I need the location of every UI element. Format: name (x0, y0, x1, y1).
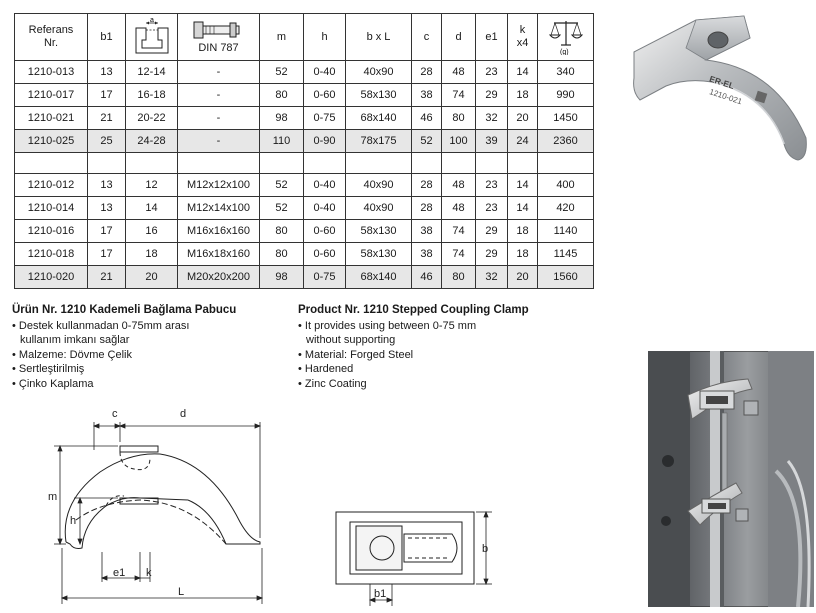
table-cell: 14 (508, 174, 538, 197)
table-cell: 1210-025 (15, 130, 88, 153)
table-cell: 52 (260, 174, 304, 197)
application-photo (648, 351, 814, 607)
table-cell: M16x16x160 (178, 220, 260, 243)
table-cell: 48 (442, 174, 476, 197)
table-cell (304, 153, 346, 174)
table-cell: 24-28 (126, 130, 178, 153)
table-group-1 (15, 61, 594, 153)
table-cell: 400 (538, 174, 594, 197)
table-cell: 13 (88, 61, 126, 84)
table-cell: 110 (260, 130, 304, 153)
header-din: DIN 787 (178, 14, 260, 61)
header-a (126, 14, 178, 61)
dim-b1: b1 (374, 588, 387, 600)
table-cell: 1210-014 (15, 197, 88, 220)
list-item: • Zinc Coating (298, 377, 367, 390)
list-item: • Material: Forged Steel (298, 348, 414, 361)
table-cell: 80 (260, 243, 304, 266)
svg-text:(g): (g) (559, 49, 569, 55)
table-cell: 1450 (538, 107, 594, 130)
table-cell (178, 153, 260, 174)
table-cell: 98 (260, 266, 304, 289)
table-cell: 1210-013 (15, 61, 88, 84)
table-row (15, 84, 594, 107)
header-e1: e1 (476, 14, 508, 61)
dim-l: L (178, 586, 185, 598)
table-cell: - (178, 107, 260, 130)
header-weight (538, 14, 594, 61)
list-item: kullanım imkanı sağlar (20, 334, 130, 347)
table-cell: 12-14 (126, 61, 178, 84)
table-cell: 80 (442, 107, 476, 130)
table-cell: 0-40 (304, 61, 346, 84)
table-cell: 80 (260, 220, 304, 243)
table-cell: 52 (412, 130, 442, 153)
table-cell: 2360 (538, 130, 594, 153)
table-cell: 48 (442, 197, 476, 220)
table-cell: 21 (88, 266, 126, 289)
dim-c: c (112, 408, 118, 420)
dim-e1: e1 (113, 567, 126, 579)
spec-table (14, 13, 594, 289)
table-cell: 46 (412, 266, 442, 289)
table-cell: 20 (126, 266, 178, 289)
table-cell: 52 (260, 197, 304, 220)
table-cell: 74 (442, 220, 476, 243)
table-cell (476, 153, 508, 174)
table-cell: 1210-017 (15, 84, 88, 107)
dim-d: d (180, 408, 187, 420)
header-h: h (304, 14, 346, 61)
table-cell: 39 (476, 130, 508, 153)
table-cell: 0-40 (304, 174, 346, 197)
table-cell: 16 (126, 220, 178, 243)
table-cell: 17 (88, 220, 126, 243)
list-item: • It provides using between 0-75 mm (298, 319, 477, 332)
svg-text:1210-021: 1210-021 (708, 87, 744, 107)
header-d: d (442, 14, 476, 61)
list-item: • Sertleştirilmiş (12, 363, 85, 376)
table-cell: 58x130 (346, 220, 412, 243)
table-cell: 420 (538, 197, 594, 220)
t-bolt-icon (186, 19, 252, 41)
table-cell: 52 (260, 61, 304, 84)
table-row (15, 61, 594, 84)
table-spacer-row (15, 153, 594, 174)
description-en (298, 303, 529, 392)
table-cell: - (178, 61, 260, 84)
header-m: m (260, 14, 304, 61)
table-cell: 20 (508, 266, 538, 289)
table-cell: M20x20x200 (178, 266, 260, 289)
table-cell: 1145 (538, 243, 594, 266)
header-ref: Referans Nr. (15, 14, 88, 61)
table-cell: 28 (412, 61, 442, 84)
table-cell: 17 (88, 243, 126, 266)
table-cell: 1210-021 (15, 107, 88, 130)
table-cell: 68x140 (346, 107, 412, 130)
table-cell: 13 (88, 197, 126, 220)
table-cell: 0-75 (304, 266, 346, 289)
slot-profile-icon (132, 18, 172, 56)
table-cell: 0-40 (304, 197, 346, 220)
table-cell: 28 (412, 197, 442, 220)
table-cell (346, 153, 412, 174)
table-cell: 38 (412, 220, 442, 243)
table-cell: 28 (412, 174, 442, 197)
table-cell: 0-60 (304, 220, 346, 243)
table-cell: 40x90 (346, 61, 412, 84)
table-cell: 80 (260, 84, 304, 107)
table-cell: 1140 (538, 220, 594, 243)
table-cell: 29 (476, 243, 508, 266)
product-photo (626, 8, 816, 168)
table-cell (260, 153, 304, 174)
top-view-drawing (326, 506, 502, 608)
side-view-drawing (40, 402, 280, 608)
dim-b: b (482, 543, 489, 555)
description-en-title: Product Nr. 1210 Stepped Coupling Clamp (298, 304, 529, 316)
table-group-2 (15, 174, 594, 289)
table-cell: 23 (476, 197, 508, 220)
table-cell: 74 (442, 243, 476, 266)
table-cell (88, 153, 126, 174)
table-cell: 18 (126, 243, 178, 266)
list-item: • Malzeme: Dövme Çelik (12, 348, 132, 361)
table-cell: 1210-018 (15, 243, 88, 266)
table-cell: 29 (476, 84, 508, 107)
table-cell: 1210-012 (15, 174, 88, 197)
table-cell: 48 (442, 61, 476, 84)
header-b1: b1 (88, 14, 126, 61)
table-cell (15, 153, 88, 174)
table-cell: 14 (126, 197, 178, 220)
table-cell: 74 (442, 84, 476, 107)
table-cell: 18 (508, 220, 538, 243)
table-cell: 17 (88, 84, 126, 107)
table-cell: 25 (88, 130, 126, 153)
table-cell: 23 (476, 61, 508, 84)
header-k: k x4 (508, 14, 538, 61)
table-cell: 1560 (538, 266, 594, 289)
table-cell: 1210-020 (15, 266, 88, 289)
list-item: • Destek kullanmadan 0-75mm arası (12, 319, 190, 332)
table-cell: - (178, 130, 260, 153)
table-cell: 100 (442, 130, 476, 153)
table-row (15, 197, 594, 220)
table-cell: 13 (88, 174, 126, 197)
header-bxl: b x L (346, 14, 412, 61)
table-header-row (15, 14, 594, 61)
table-cell: 58x130 (346, 84, 412, 107)
table-cell: 24 (508, 130, 538, 153)
table-cell (412, 153, 442, 174)
table-cell: 0-75 (304, 107, 346, 130)
table-cell: 29 (476, 220, 508, 243)
table-cell: M16x18x160 (178, 243, 260, 266)
dim-k: k (146, 567, 152, 579)
table-cell: 990 (538, 84, 594, 107)
table-cell: 20 (508, 107, 538, 130)
table-cell: 0-90 (304, 130, 346, 153)
table-cell: 18 (508, 243, 538, 266)
description-tr-title: Ürün Nr. 1210 Kademeli Bağlama Pabucu (12, 304, 237, 316)
table-cell: 14 (508, 197, 538, 220)
table-cell: 46 (412, 107, 442, 130)
table-cell: 16-18 (126, 84, 178, 107)
dim-h: h (70, 515, 77, 527)
table-row (15, 220, 594, 243)
table-row (15, 174, 594, 197)
table-cell: 98 (260, 107, 304, 130)
table-cell: 40x90 (346, 197, 412, 220)
table-row (15, 266, 594, 289)
list-item: without supporting (306, 334, 396, 347)
table-cell (538, 153, 594, 174)
table-cell: 68x140 (346, 266, 412, 289)
table-cell: 18 (508, 84, 538, 107)
dim-m: m (48, 491, 58, 503)
table-cell (442, 153, 476, 174)
table-row (15, 130, 594, 153)
svg-text:ER-EL: ER-EL (708, 73, 736, 92)
table-cell: 40x90 (346, 174, 412, 197)
table-cell: 58x130 (346, 243, 412, 266)
table-cell: 12 (126, 174, 178, 197)
svg-text:a: a (149, 18, 154, 24)
table-cell: 38 (412, 84, 442, 107)
list-item: • Çinko Kaplama (12, 377, 94, 390)
table-cell: 14 (508, 61, 538, 84)
table-cell: 0-60 (304, 84, 346, 107)
table-cell: 340 (538, 61, 594, 84)
description-tr (12, 303, 236, 392)
table-cell: 21 (88, 107, 126, 130)
table-cell: M12x14x100 (178, 197, 260, 220)
table-cell: 78x175 (346, 130, 412, 153)
list-item: • Hardened (298, 363, 354, 376)
table-cell: 80 (442, 266, 476, 289)
table-cell: 1210-016 (15, 220, 88, 243)
header-c: c (412, 14, 442, 61)
table-row (15, 107, 594, 130)
table-cell: - (178, 84, 260, 107)
table-cell: M12x12x100 (178, 174, 260, 197)
table-row (15, 243, 594, 266)
table-cell: 23 (476, 174, 508, 197)
table-cell (126, 153, 178, 174)
scale-icon (548, 19, 584, 55)
table-cell (508, 153, 538, 174)
table-cell: 32 (476, 266, 508, 289)
table-cell: 20-22 (126, 107, 178, 130)
table-cell: 0-60 (304, 243, 346, 266)
table-cell: 32 (476, 107, 508, 130)
table-cell: 38 (412, 243, 442, 266)
